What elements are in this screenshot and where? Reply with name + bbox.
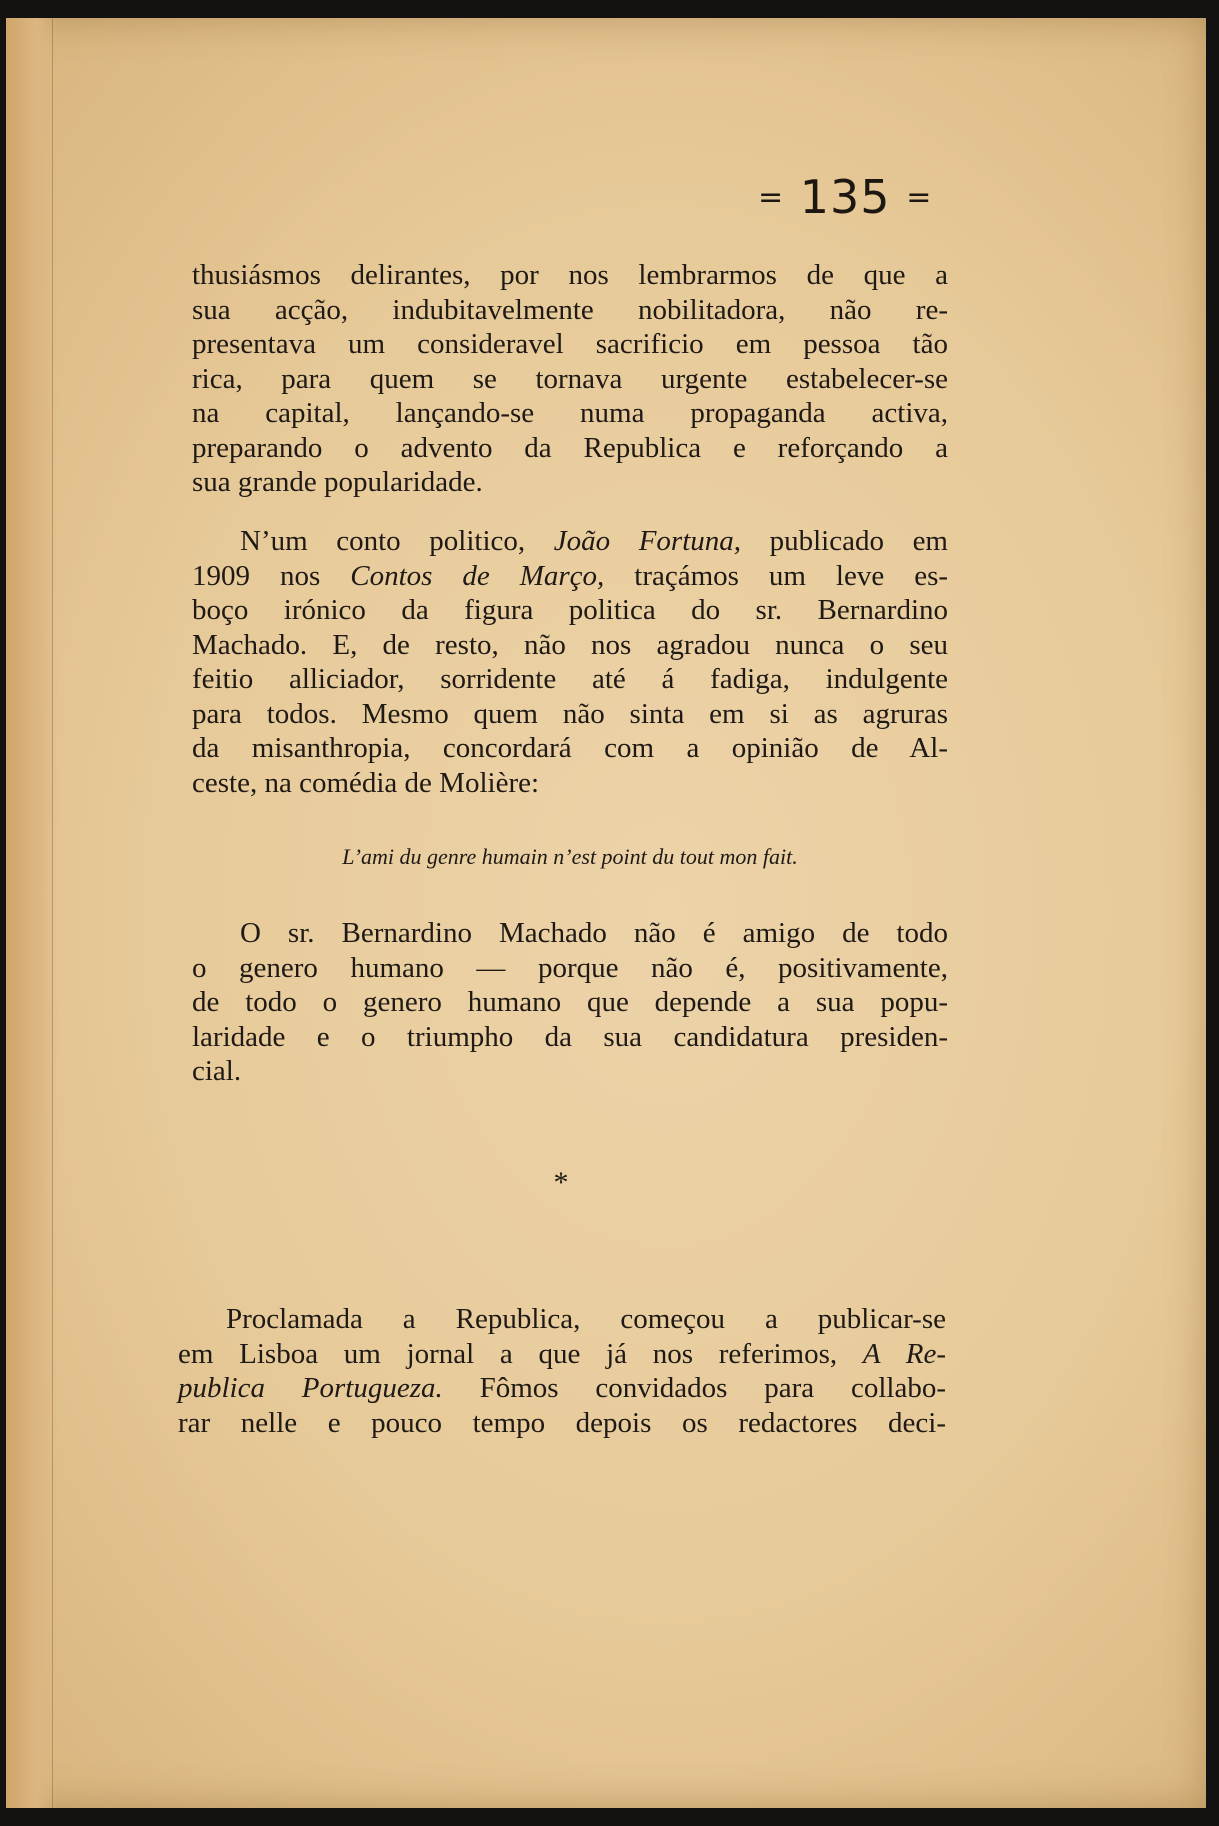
text-line: laridade e o triumpho da sua candidatura presiden- (192, 1020, 948, 1053)
text-line: sua grande popularidade. (192, 466, 483, 498)
page-number-dash-right: = (906, 180, 933, 215)
text-span: N’um conto politico, (240, 525, 554, 557)
paragraph-3 (192, 916, 948, 1089)
story-title: João Fortuna, (553, 525, 742, 557)
quotation: L’ami du genre humain n’est point du tout mon fait. (342, 844, 798, 869)
page-spine-line (52, 18, 53, 1808)
text-line: cial. (192, 1055, 242, 1087)
text-line: preparando o advento da Republica e reforçando a (192, 431, 948, 464)
text-line: de todo o genero humano que depende a sua popu- (192, 986, 948, 1018)
page-spine-shadow (6, 18, 58, 1808)
paragraph-2 (192, 524, 948, 800)
paragraph-1 (192, 258, 948, 500)
text-line: thusiásmos delirantes, por nos lembrarmos de que a (192, 259, 948, 291)
text-span: traçámos um leve es- (604, 559, 949, 592)
text-line (192, 524, 948, 559)
text-line: Proclamada a Republica, começou a publicar-se (226, 1303, 946, 1335)
paragraph-4 (178, 1302, 946, 1440)
text-span: publicado em (741, 525, 948, 557)
text-line: da misanthropia, concordará com a opinião de Al- (192, 732, 948, 764)
text-line: presentava um consideravel sacrificio em pessoa tão (192, 328, 948, 360)
text-line: boço irónico da figura politica do sr. Bernardino (192, 594, 948, 626)
book-title: Contos de Março, (350, 559, 605, 592)
text-line: para todos. Mesmo quem não sinta em si as agruras (192, 697, 948, 730)
page-number (758, 170, 958, 224)
page-number-dash-left: = (758, 180, 785, 215)
text-line: ceste, na comédia de Molière: (192, 766, 540, 799)
text-line: sua acção, indubitavelmente nobilitadora, não re- (192, 293, 948, 326)
section-separator: * (553, 1166, 569, 1199)
text-line: rica, para quem se tornava urgente estabelecer-se (192, 362, 948, 395)
text-span: Fômos convidados para collabo- (442, 1372, 946, 1404)
text-span: 1909 nos (192, 559, 351, 592)
text-line: O sr. Bernardino Machado não é amigo de todo (240, 917, 948, 949)
text-line: rar nelle e pouco tempo depois os redactores deci- (178, 1406, 946, 1439)
text-line (178, 1337, 946, 1372)
text-line: na capital, lançando-se numa propaganda activa, (192, 397, 948, 429)
page-number-value: 135 (799, 170, 891, 224)
newspaper-title: A Re- (862, 1337, 946, 1370)
text-line (178, 1371, 946, 1406)
newspaper-title-cont: publica Portugueza. (178, 1372, 443, 1404)
text-line: Machado. E, de resto, não nos agradou nunca o seu (192, 628, 948, 661)
text-line: o genero humano — porque não é, positivamente, (192, 951, 948, 984)
text-line (192, 559, 948, 594)
text-span: em Lisboa um jornal a que já nos referimos, (178, 1337, 863, 1370)
book-page (6, 18, 1206, 1808)
text-line: feitio alliciador, sorridente até á fadiga, indulgente (192, 663, 948, 695)
